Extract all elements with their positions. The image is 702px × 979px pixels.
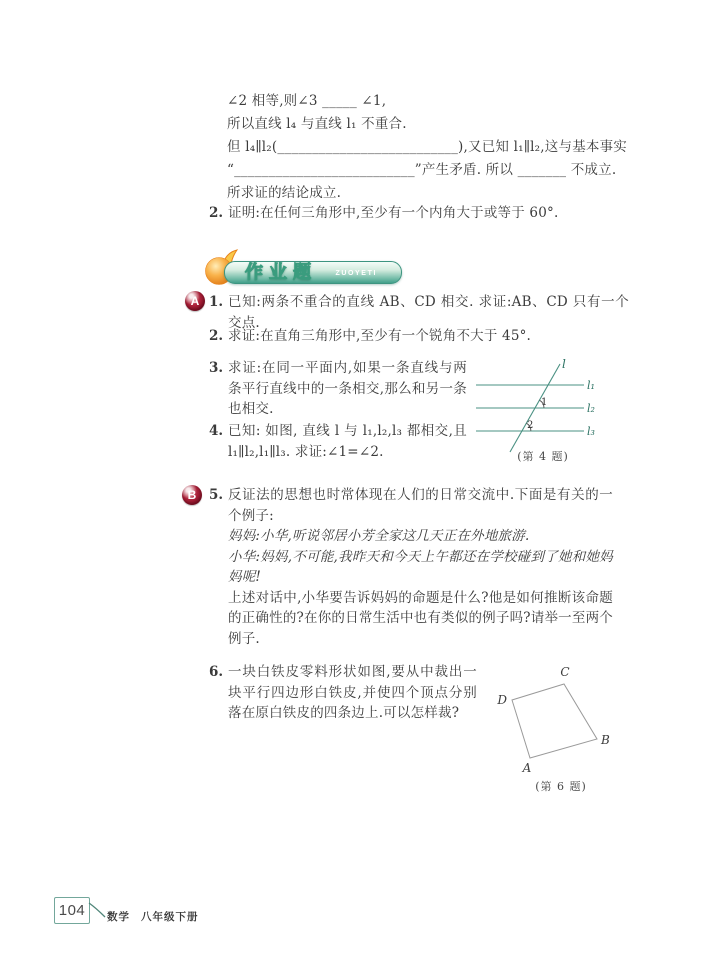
problem-number: 3. — [209, 360, 224, 376]
line-l1-label: l₁ — [587, 379, 595, 392]
proof-line-2: 所以直线 l₄ 与直线 l₁ 不重合. — [227, 116, 407, 132]
problem-5-intro: 反证法的思想也时常体现在人们的日常交流中.下面是有关的一个例子: — [228, 487, 613, 524]
figure-problem-4 — [468, 358, 620, 464]
homework-banner — [224, 261, 402, 284]
proof-line-5: 所求证的结论成立. — [227, 185, 342, 201]
proof-line-1: ∠2 相等,则∠3 _____ ∠1, — [227, 93, 387, 109]
figure-problem-6 — [483, 660, 638, 800]
problem-number: 4. — [209, 423, 224, 439]
line-l3-label: l₃ — [587, 425, 595, 438]
problem-number: 1. — [209, 294, 224, 310]
homework-banner-pinyin: ZUOYETI — [335, 270, 377, 277]
problem-5-dialog-mom: 妈妈:小华,听说邻居小芳全家这几天正在外地旅游. — [228, 528, 530, 544]
figure-6-caption: (第 6 题) — [535, 780, 587, 793]
footer-subject: 数学 — [107, 911, 130, 923]
homework-problem-2 — [209, 326, 629, 347]
figure-4-caption: (第 4 题) — [517, 450, 569, 463]
proof-line-3: 但 l₄∥l₂(__________________________),又已知 l₁∥l₂,这与基本事实 — [227, 139, 627, 155]
difficulty-badge-b: B — [182, 485, 202, 505]
page-number-box: 104 — [54, 897, 90, 924]
homework-banner-title: 作业题 — [245, 262, 317, 282]
angle-2-label: 2 — [527, 420, 534, 431]
quadrilateral-shape — [512, 684, 597, 758]
problem-number: 2. — [209, 328, 224, 344]
problem-5-dialog-child: 小华:妈妈,不可能,我昨天和今天上午都还在学校碰到了她和她妈妈呢! — [228, 548, 613, 585]
inclass-problem-2 — [209, 203, 639, 224]
problem-text: 已知: 如图, 直线 l 与 l₁,l₂,l₃ 都相交,且 l₁∥l₂,l₁∥l₃. 求证:∠1=∠2. — [228, 423, 467, 460]
homework-problem-3 — [209, 358, 467, 420]
problem-text — [228, 485, 613, 649]
problem-5-question: 上述对话中,小华要告诉妈妈的命题是什么?他是如何推断该命题的正确性的?在你的日常生活中也有类似的例子吗?请举一至两个例子. — [228, 589, 613, 647]
problem-text: 已知:两条不重合的直线 AB、CD 相交. 求证:AB、CD 只有一个交点. — [228, 294, 629, 331]
vertex-a-label: A — [522, 761, 532, 775]
vertex-c-label: C — [560, 665, 570, 679]
problem-number: 5. — [209, 487, 224, 503]
line-l-label: l — [562, 358, 566, 371]
problem-number: 6. — [209, 664, 224, 680]
difficulty-badge-a: A — [185, 291, 205, 311]
vertex-b-label: B — [601, 733, 610, 747]
homework-problem-4 — [209, 421, 467, 462]
homework-problem-5 — [209, 485, 613, 649]
homework-problem-6 — [209, 662, 477, 724]
problem-text: 求证:在同一平面内,如果一条直线与两条平行直线中的一条相交,那么和另一条也相交. — [228, 360, 467, 417]
problem-text: 求证:在直角三角形中,至少有一个锐角不大于 45°. — [228, 328, 532, 344]
problem-number: 2. — [209, 205, 224, 221]
proof-line-4: “__________________________”产生矛盾. 所以 _______ 不成立. — [227, 162, 617, 178]
angle-1-label: 1 — [541, 397, 548, 408]
problem-text: 证明:在任何三角形中,至少有一个内角大于或等于 60°. — [228, 205, 559, 221]
footer-volume: 八年级下册 — [141, 911, 199, 923]
line-l2-label: l₂ — [587, 402, 595, 415]
vertex-d-label: D — [497, 693, 507, 707]
problem-text: 一块白铁皮零料形状如图,要从中裁出一块平行四边形白铁皮,并使四个顶点分别落在原白铁皮的四条边上.可以怎样裁? — [228, 664, 477, 721]
